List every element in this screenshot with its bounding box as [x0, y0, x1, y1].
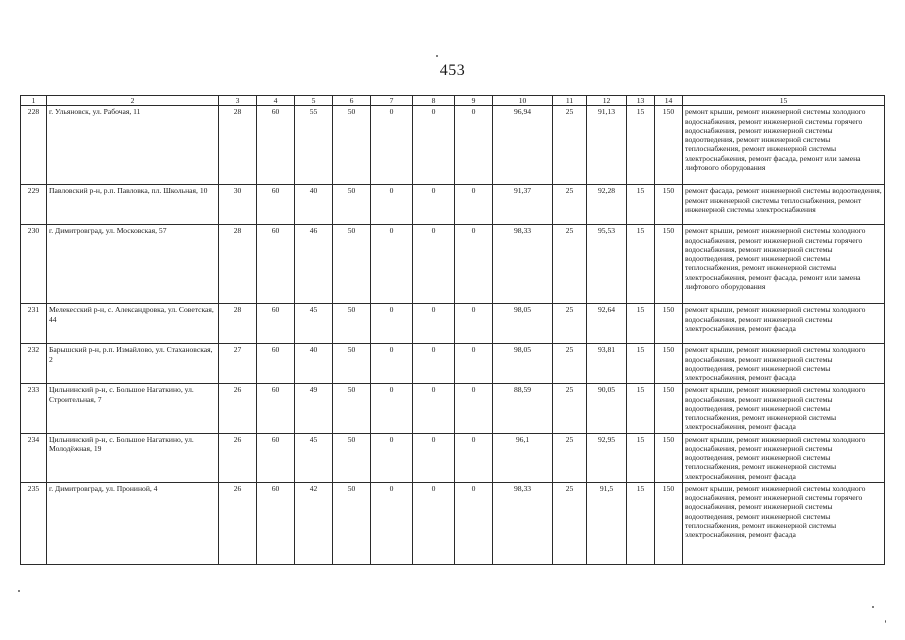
value-cell: 50	[333, 482, 371, 564]
row-number: 230	[21, 225, 47, 304]
value-cell: 50	[333, 304, 371, 344]
column-header: 7	[371, 96, 413, 106]
value-cell: 150	[655, 225, 683, 304]
value-cell: 28	[219, 106, 257, 185]
row-number: 231	[21, 304, 47, 344]
value-cell: 50	[333, 384, 371, 433]
table-row	[21, 106, 885, 185]
repair-works-cell: ремонт крыши, ремонт инженерной системы холодного водоснабжения, ремонт инженерной системы электроснабжения, ремонт фасада	[683, 304, 885, 344]
value-cell: 40	[295, 344, 333, 384]
value-cell: 45	[295, 304, 333, 344]
value-cell: 30	[219, 185, 257, 225]
table-header-row	[21, 96, 885, 106]
table-row	[21, 384, 885, 433]
repair-works-cell: ремонт крыши, ремонт инженерной системы холодного водоснабжения, ремонт инженерной системы горячего водоснабжения, ремонт инженерной системы водоотведения, ремонт инженерной системы теплоснабжения, ремонт инженерной системы электроснабжения, ремонт фасада, ремонт или замена лифтового оборудования	[683, 106, 885, 185]
value-cell: 150	[655, 106, 683, 185]
value-cell: 0	[413, 304, 455, 344]
value-cell: 60	[257, 433, 295, 482]
value-cell: 49	[295, 384, 333, 433]
row-number: 232	[21, 344, 47, 384]
value-cell: 15	[627, 482, 655, 564]
value-cell: 0	[371, 225, 413, 304]
column-header: 8	[413, 96, 455, 106]
value-cell: 0	[455, 433, 493, 482]
table-row	[21, 185, 885, 225]
column-header: 9	[455, 96, 493, 106]
value-cell: 98,33	[493, 482, 553, 564]
value-cell: 98,05	[493, 344, 553, 384]
value-cell: 150	[655, 185, 683, 225]
value-cell: 0	[455, 106, 493, 185]
value-cell: 0	[455, 225, 493, 304]
value-cell: 93,81	[587, 344, 627, 384]
value-cell: 28	[219, 304, 257, 344]
table-row	[21, 433, 885, 482]
value-cell: 26	[219, 482, 257, 564]
value-cell: 95,53	[587, 225, 627, 304]
value-cell: 15	[627, 384, 655, 433]
value-cell: 0	[413, 185, 455, 225]
value-cell: 60	[257, 344, 295, 384]
value-cell: 0	[455, 304, 493, 344]
value-cell: 46	[295, 225, 333, 304]
row-number: 234	[21, 433, 47, 482]
scan-speck	[436, 55, 438, 57]
scan-speck	[885, 620, 886, 623]
page-number: 453	[439, 62, 466, 79]
value-cell: 15	[627, 433, 655, 482]
value-cell: 40	[295, 185, 333, 225]
column-header: 13	[627, 96, 655, 106]
value-cell: 25	[553, 344, 587, 384]
value-cell: 25	[553, 482, 587, 564]
value-cell: 90,05	[587, 384, 627, 433]
value-cell: 96,1	[493, 433, 553, 482]
column-header: 5	[295, 96, 333, 106]
column-header: 10	[493, 96, 553, 106]
value-cell: 150	[655, 384, 683, 433]
repair-works-cell: ремонт крыши, ремонт инженерной системы холодного водоснабжения, ремонт инженерной системы горячего водоснабжения, ремонт инженерной системы водоотведения, ремонт инженерной системы теплоснабжения, ремонт инженерной системы электроснабжения, ремонт фасада	[683, 482, 885, 564]
value-cell: 45	[295, 433, 333, 482]
value-cell: 55	[295, 106, 333, 185]
value-cell: 0	[455, 482, 493, 564]
value-cell: 0	[413, 344, 455, 384]
value-cell: 150	[655, 344, 683, 384]
address-cell: г. Ульяновск, ул. Рабочая, 11	[47, 106, 219, 185]
value-cell: 50	[333, 344, 371, 384]
value-cell: 0	[371, 106, 413, 185]
value-cell: 25	[553, 384, 587, 433]
column-header: 14	[655, 96, 683, 106]
column-header: 15	[683, 96, 885, 106]
value-cell: 0	[413, 384, 455, 433]
row-number: 228	[21, 106, 47, 185]
column-header: 2	[47, 96, 219, 106]
address-cell: Цильнинский р-н, с. Большое Нагаткино, ул. Строительная, 7	[47, 384, 219, 433]
value-cell: 0	[371, 482, 413, 564]
value-cell: 0	[413, 106, 455, 185]
value-cell: 92,95	[587, 433, 627, 482]
value-cell: 60	[257, 384, 295, 433]
value-cell: 150	[655, 433, 683, 482]
row-number: 235	[21, 482, 47, 564]
value-cell: 50	[333, 106, 371, 185]
value-cell: 60	[257, 482, 295, 564]
value-cell: 27	[219, 344, 257, 384]
column-header: 3	[219, 96, 257, 106]
value-cell: 60	[257, 225, 295, 304]
value-cell: 91,37	[493, 185, 553, 225]
address-cell: г. Димитровград, ул. Прониной, 4	[47, 482, 219, 564]
value-cell: 60	[257, 106, 295, 185]
value-cell: 50	[333, 185, 371, 225]
value-cell: 91,13	[587, 106, 627, 185]
value-cell: 98,05	[493, 304, 553, 344]
row-number: 229	[21, 185, 47, 225]
value-cell: 0	[455, 344, 493, 384]
address-cell: Барышский р-н, р.п. Измайлово, ул. Стахановская, 2	[47, 344, 219, 384]
value-cell: 0	[455, 185, 493, 225]
repair-works-cell: ремонт крыши, ремонт инженерной системы холодного водоснабжения, ремонт инженерной системы горячего водоснабжения, ремонт инженерной системы водоотведения, ремонт инженерной системы теплоснабжения, ремонт инженерной системы электроснабжения, ремонт фасада, ремонт или замена лифтового оборудования	[683, 225, 885, 304]
repair-works-cell: ремонт фасада, ремонт инженерной системы водоотведения, ремонт инженерной системы теплоснабжения, ремонт инженерной системы электроснабжения	[683, 185, 885, 225]
value-cell: 28	[219, 225, 257, 304]
column-header: 11	[553, 96, 587, 106]
value-cell: 92,28	[587, 185, 627, 225]
column-header: 4	[257, 96, 295, 106]
value-cell: 0	[413, 433, 455, 482]
table-row	[21, 225, 885, 304]
value-cell: 0	[413, 225, 455, 304]
repair-works-cell: ремонт крыши, ремонт инженерной системы холодного водоснабжения, ремонт инженерной системы водоотведения, ремонт инженерной системы электроснабжения, ремонт фасада	[683, 344, 885, 384]
repair-program-table	[20, 95, 885, 565]
value-cell: 91,5	[587, 482, 627, 564]
value-cell: 50	[333, 433, 371, 482]
scan-speck	[18, 590, 20, 592]
value-cell: 0	[413, 482, 455, 564]
repair-works-cell: ремонт крыши, ремонт инженерной системы холодного водоснабжения, ремонт инженерной системы водоотведения, ремонт инженерной системы теплоснабжения, ремонт инженерной системы электроснабжения, ремонт фасада	[683, 384, 885, 433]
value-cell: 15	[627, 304, 655, 344]
address-cell: Цильнинский р-н, с. Большое Нагаткино, ул. Молодёжная, 19	[47, 433, 219, 482]
value-cell: 0	[371, 344, 413, 384]
repair-works-cell: ремонт крыши, ремонт инженерной системы холодного водоснабжения, ремонт инженерной системы водоотведения, ремонт инженерной системы теплоснабжения, ремонт инженерной системы электроснабжения, ремонт фасада	[683, 433, 885, 482]
table-row	[21, 482, 885, 564]
address-cell: Павловский р-н, р.п. Павловка, пл. Школьная, 10	[47, 185, 219, 225]
address-cell: Мелекесский р-н, с. Александровка, ул. Советская, 44	[47, 304, 219, 344]
table-row	[21, 344, 885, 384]
value-cell: 50	[333, 225, 371, 304]
value-cell: 98,33	[493, 225, 553, 304]
value-cell: 26	[219, 384, 257, 433]
column-header: 12	[587, 96, 627, 106]
value-cell: 92,64	[587, 304, 627, 344]
value-cell: 42	[295, 482, 333, 564]
row-number: 233	[21, 384, 47, 433]
value-cell: 60	[257, 185, 295, 225]
column-header: 6	[333, 96, 371, 106]
value-cell: 15	[627, 344, 655, 384]
value-cell: 25	[553, 225, 587, 304]
value-cell: 0	[371, 433, 413, 482]
value-cell: 60	[257, 304, 295, 344]
value-cell: 25	[553, 106, 587, 185]
value-cell: 0	[455, 384, 493, 433]
value-cell: 0	[371, 304, 413, 344]
value-cell: 96,94	[493, 106, 553, 185]
value-cell: 26	[219, 433, 257, 482]
value-cell: 0	[371, 384, 413, 433]
address-cell: г. Димитровград, ул. Московская, 57	[47, 225, 219, 304]
column-header: 1	[21, 96, 47, 106]
value-cell: 15	[627, 225, 655, 304]
value-cell: 0	[371, 185, 413, 225]
value-cell: 25	[553, 304, 587, 344]
value-cell: 25	[553, 185, 587, 225]
value-cell: 88,59	[493, 384, 553, 433]
value-cell: 15	[627, 106, 655, 185]
value-cell: 150	[655, 482, 683, 564]
value-cell: 150	[655, 304, 683, 344]
table-row	[21, 304, 885, 344]
value-cell: 25	[553, 433, 587, 482]
scan-speck	[872, 606, 874, 608]
value-cell: 15	[627, 185, 655, 225]
